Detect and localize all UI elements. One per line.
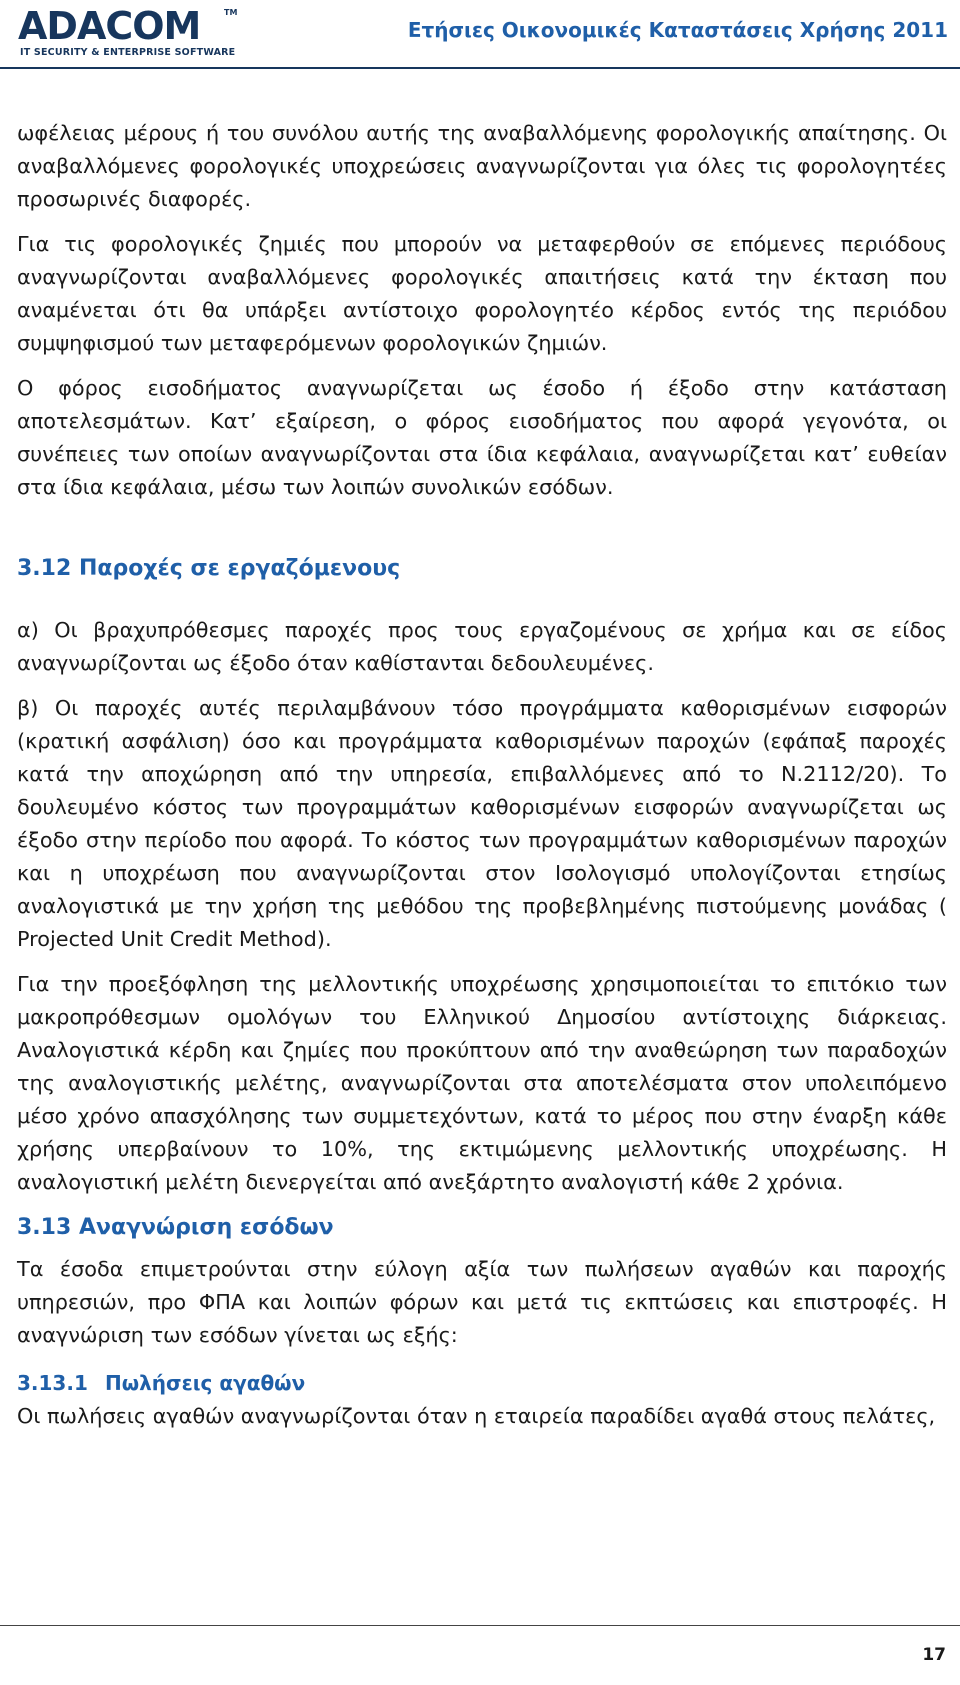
adacom-logo — [18, 4, 238, 60]
paragraph-discounting: Για την προεξόφληση της μελλοντικής υποχρέωσης χρησιμοποιείται το επιτόκιο των μακροπρόθεσμων ομολόγων του Ελληνικού Δημοσίου αντίστοιχης διάρκειας. Αναλογιστικά κέρδη και ζημίες που προκύπτουν από την αναθεώρηση των παραδοχών της αναλογιστικής μελέτης, αναγνωρίζονται στα αποτελέσματα στον υπολειπόμενο μέσο χρόνο απασχόλησης των συμμετεχόντων, κατά το μέρος που στην έναρξη κάθε χρήσης υπερβαίνουν το 10%, της εκτιμώμενης μελλοντικής υποχρέωσης. Η αναλογιστική μελέτη διενεργείται από ανεξάρτητο αναλογιστή κάθε 2 χρόνια. — [17, 972, 947, 1194]
subsection-number: 3.13.1 — [17, 1371, 88, 1395]
footer-divider — [0, 1625, 960, 1626]
section-heading-3-13: 3.13 Αναγνώριση εσόδων — [17, 1215, 334, 1240]
logo-tagline: IT SECURITY & ENTERPRISE SOFTWARE — [20, 47, 236, 58]
page-header — [0, 0, 960, 70]
paragraph-deferred-tax-continuation: ωφέλειας μέρους ή του συνόλου αυτής της αναβαλλόμενης φορολογικής απαίτησης. Οι αναβαλλόμενες φορολογικές υποχρεώσεις αναγνωρίζονται για όλες τις φορολογητέες προσωρινές διαφορές. — [17, 121, 947, 211]
logo-wordmark: ADACOM — [18, 4, 201, 48]
subsection-heading-3-13-1 — [17, 1366, 947, 1400]
header-divider — [0, 67, 960, 69]
section-heading-3-12: 3.12 Παροχές σε εργαζόμενους — [17, 556, 401, 581]
page-body — [17, 117, 947, 1433]
document-title: Ετήσιες Οικονομικές Καταστάσεις Χρήσης 2011 — [407, 18, 948, 42]
subsection-title: Πωλήσεις αγαθών — [105, 1371, 306, 1395]
page-number: 17 — [922, 1645, 946, 1665]
paragraph-tax-losses: Για τις φορολογικές ζημιές που μπορούν να μεταφερθούν σε επόμενες περιόδους αναγνωρίζονται αναβαλλόμενες φορολογικές απαιτήσεις κατά την έκταση που αναμένεται ότι θα υπάρξει αντίστοιχο φορολογητέο κέρδος εντός της περιόδου συμψηφισμού των μεταφερόμενων φορολογικών ζημιών. — [17, 232, 947, 355]
paragraph-short-term-benefits: α) Οι βραχυπρόθεσμες παροχές προς τους εργαζομένους σε χρήμα και σε είδος αναγνωρίζονται ως έξοδο όταν καθίστανται δεδουλευμένες. — [17, 618, 947, 675]
logo-trademark: TM — [224, 8, 238, 17]
paragraph-benefit-plans: β) Οι παροχές αυτές περιλαμβάνουν τόσο προγράμματα καθορισμένων εισφορών (κρατική ασφάλιση) όσο και προγράμματα καθορισμένων παροχών (εφάπαξ παροχές κατά την αποχώρηση από την υπηρεσία, επιβαλλόμενες από το Ν.2112/20). Το δουλευμένο κόστος των προγραμμάτων καθορισμένων εισφορών αναγνωρίζεται ως έξοδο στην περίοδο που αφορά. Το κόστος των προγραμμάτων καθορισμένων παροχών και η υποχρέωση που αναγνωρίζονται στον Ισολογισμό υπολογίζονται ετησίως αναλογιστικά με την χρήση της μεθόδου της προβεβλημένης πιστούμενης μονάδας ( Projected Unit Credit Method). — [17, 696, 947, 951]
paragraph-revenue-measurement: Τα έσοδα επιμετρούνται στην εύλογη αξία των πωλήσεων αγαθών και παροχής υπηρεσιών, προ ΦΠΑ και λοιπών φόρων και μετά τις εκπτώσεις και επιστροφές. Η αναγνώριση των εσόδων γίνεται ως εξής: — [17, 1257, 947, 1347]
paragraph-goods-sales: Οι πωλήσεις αγαθών αναγνωρίζονται όταν η εταιρεία παραδίδει αγαθά στους πελάτες, — [17, 1404, 936, 1428]
paragraph-income-tax: Ο φόρος εισοδήματος αναγνωρίζεται ως έσοδο ή έξοδο στην κατάσταση αποτελεσμάτων. Κατ’ εξαίρεση, ο φόρος εισοδήματος που αφορά γεγονότα, οι συνέπειες των οποίων αναγνωρίζονται στα ίδια κεφάλαια, αναγνωρίζεται κατ’ ευθείαν στα ίδια κεφάλαια, μέσω των λοιπών συνολικών εσόδων. — [17, 376, 947, 499]
